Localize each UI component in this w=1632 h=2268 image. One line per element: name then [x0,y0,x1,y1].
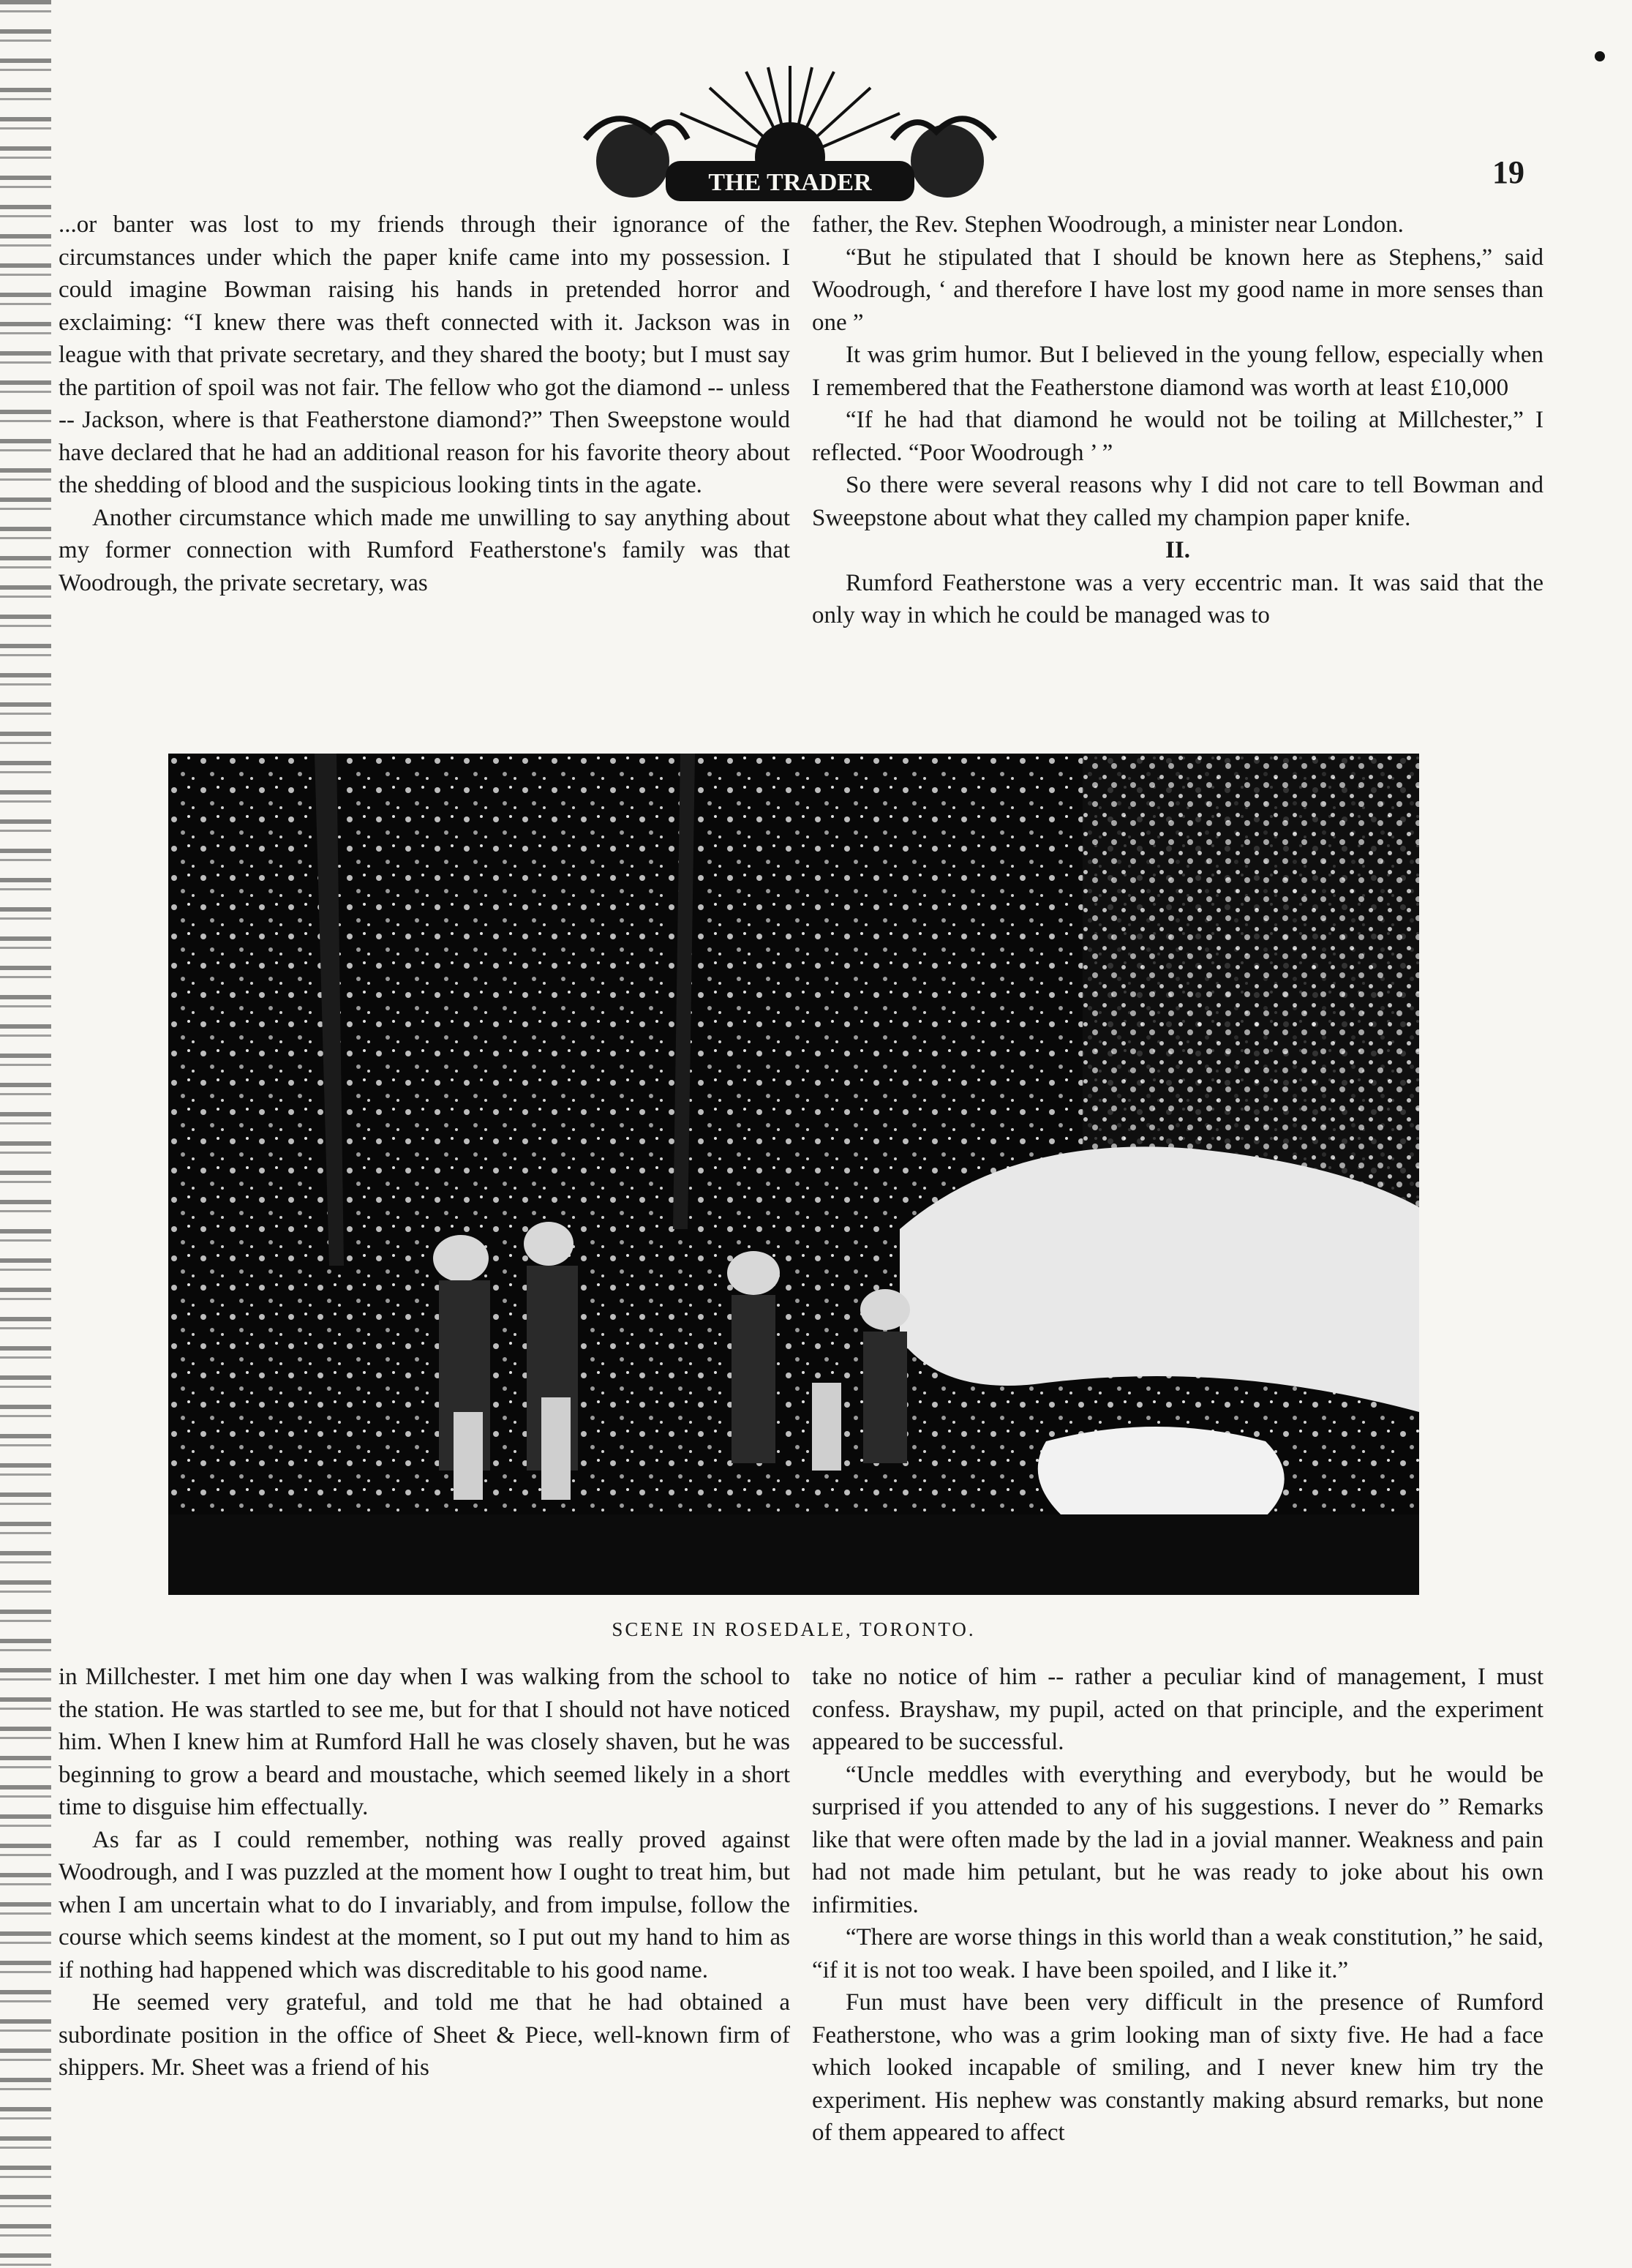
page-number: 19 [1492,154,1524,190]
column-top-right [812,209,1543,632]
masthead-logo [571,51,1009,212]
section-heading: II. [1165,537,1190,563]
paragraph: father, the Rev. Stephen Woodrough, a minister near London. [812,211,1404,238]
photo-illustration [168,754,1419,1595]
paragraph: “Uncle meddles with everything and everybody, but he would be surprised if you attended to any of his suggestions. I never do ” Remarks like that were often made by the lad in a jovial manner. Weakness and pain had not made him petulant, but he was ready to joke about his own infirmities. [812,1761,1543,1918]
scan-binding-edge [0,0,51,2268]
paragraph: Rumford Featherstone was a very eccentric man. It was said that the only way in which he could be managed was to [812,569,1543,628]
paragraph: “If he had that diamond he would not be toiling at Millchester,” I reflected. “Poor Woodrough ’ ” [812,407,1543,466]
photo-caption: SCENE IN ROSEDALE, TORONTO. [612,1618,976,1640]
paragraph: “There are worse things in this world than a weak constitution,” he said, “if it is not too weak. I have been spoiled, and I like it.” [812,1924,1543,1983]
column-top-left [59,209,790,599]
paragraph: As far as I could remember, nothing was really proved against Woodrough, and I was puzzled at the moment how I ought to treat him, but when I am uncertain what to do I invariably, and from impulse, follow the course which seems kindest at the moment, so I put out my hand to him as if nothing had happened which was discreditable to his good name. [59,1826,790,1983]
page-mark [1595,51,1605,61]
paragraph: He seemed very grateful, and told me that he had obtained a subordinate position in the office of Sheet & Piece, well-known firm of shippers. Mr. Sheet was a friend of his [59,1989,790,2081]
paragraph: Another circumstance which made me unwilling to say anything about my former connection with Rumford Featherstone's family was that Woodrough, the private secretary, was [59,504,790,596]
masthead-title: THE TRADER [708,169,872,196]
column-bottom-right [812,1661,1543,2149]
photograph-rosedale [168,754,1419,1595]
paragraph: It was grim humor. But I believed in the young fellow, especially when I remembered that the Featherstone diamond was worth at least £10,000 [812,342,1543,401]
paragraph: “But he stipulated that I should be known here as Stephens,” said Woodrough, ‘ and therefore I have lost my good name in more senses than one ” [812,244,1543,336]
paragraph: ...or banter was lost to my friends through their ignorance of the circumstances under which the paper knife came into my possession. I could imagine Bowman raising his hands in pretended horror and exclaiming: “I knew there was theft connected with it. Jackson was in league with that private secretary, and they shared the booty; but I must say the partition of spoil was not fair. The fellow who got the diamond -- unless -- Jackson, where is that Featherstone diamond?” Then Sweepstone would have declared that he had an additional reason for his favorite theory about the shedding of blood and the suspicious looking tints in the agate. [59,211,790,498]
paragraph: Fun must have been very difficult in the presence of Rumford Featherstone, who was a grim looking man of sixty five. He had a face which looked incapable of smiling, and I never knew him try the experiment. His nephew was constantly making absurd remarks, but none of them appeared to affect [812,1989,1543,2146]
paragraph: take no notice of him -- rather a peculiar kind of management, I must confess. Brayshaw, my pupil, acted on that principle, and the experiment appeared to be successful. [812,1664,1543,1755]
paragraph: So there were several reasons why I did not care to tell Bowman and Sweepstone about what they called my champion paper knife. [812,472,1543,531]
paragraph: in Millchester. I met him one day when I was walking from the school to the station. He was startled to see me, but for that I should not have noticed him. When I knew him at Rumford Hall he was closely shaven, but he was beginning to grow a beard and moustache, which seemed likely in a short time to disguise him effectually. [59,1664,790,1820]
column-bottom-left [59,1661,790,2084]
